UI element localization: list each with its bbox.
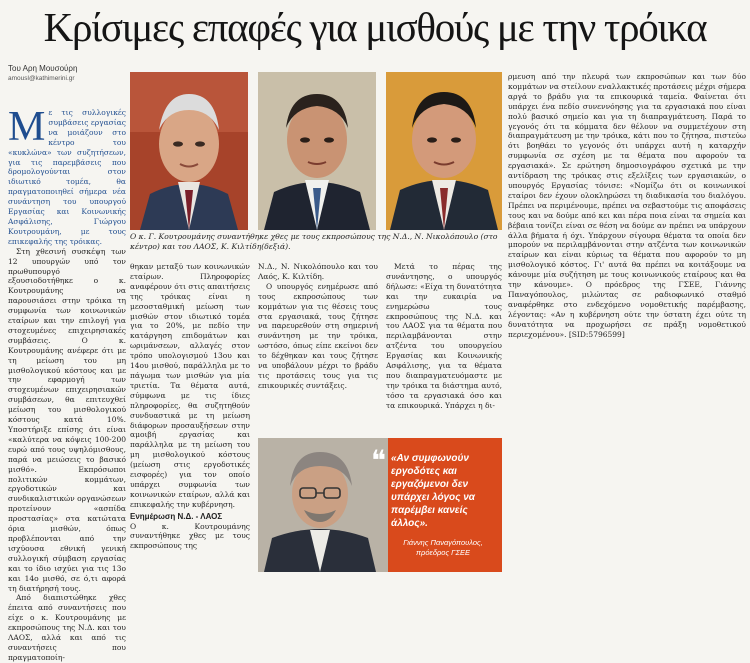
- article-column-3: [258, 262, 378, 434]
- article-paragraph: Ο υπουργός ενημέρωσε από τους εκπροσώπους των κομμάτων για τις θέσεις τους στα εργασιακά, τους ζήτησε να παρευρεθούν στη σημερινή συνάντηση με την τρόικα, ωστόσο, όπως είπε εκείνοι δεν το δέχθηκαν και τους ζήτησε να υποβάλουν μέχρι το βράδυ τις προτάσεις τους για τις επικουρικές συντάξεις.: [258, 281, 378, 390]
- dropcap-letter: Μ: [8, 104, 46, 150]
- photo-panagopoulos: [258, 438, 388, 572]
- pull-quote-attribution: Γιάννης Παναγόπουλος, πρόεδρος ΓΣΕΕ: [403, 538, 483, 557]
- quote-mark-icon: ❝: [371, 446, 387, 477]
- article-column-2: [130, 262, 250, 574]
- article-column-1: [8, 104, 127, 662]
- article-paragraph: ρμευση από την πλευρά των εκπροσώπων και των δύο κομμάτων να στείλουν εναλλακτικές προτάσεις μέχρι σήμερα αργά το βράδυ για τα επικουρικά ταμεία. Φαίνεται ότι υπάρχει ένα πεδίο συνεννόησης για τα εργασιακά που είναι πολύ βασικό σημείο και για τη διαπραγμάτευση. Παρά το γεγονός ότι τα κόμματα δεν θέλουν να συμμετέχουν στη διαπραγμάτευση με την τρόικα, κάτι που το ζήτησα, πιστεύω ότι βοηθάει το γεγονός ότι υπάρχει αυτή η καταρχήν συμφωνία σε σχέση με τα θέματα που αφορούν τα εργασιακά». Σε ερώτηση δημοσιογράφου σχετικά με την αντίδραση της τρόικας στις εξελίξεις των εργασιακών, ο υπουργός Εργασίας τόνισε: «Νομίζω ότι οι κοινωνικοί εταίροι δεν έχουν ολοκληρώσει τη διαδικασία του διαλόγου. Πρέπει να περιμένουμε, πρέπει να σεβαστούμε τις αποφάσεις τους και να δούμε από κει και πέρα ποια είναι τα σημεία και βέβαια τονίζει είναι σε θέση να δούμε αν πρέπει να υπάρχουν άλλα βήματα ή όχι. Υπάρχουν σίγουρα θέματα τα οποία δεν μπορούν να περιλαμβάνονται στην ατζέντα των κοινωνικών εταίρων και είναι κύριως τα θέματα που αφορούν το μη μισθολογικό κόστος. Γι' αυτά θα πρέπει να κοιτάξουμε να κάνουμε μία συζήτηση με τους κοινωνικούς εταίρους και θα την κάνουμε». Ο πρόεδρος της ΓΣΕΕ, Γιάννης Παναγόπουλος, μιλώντας σε ραδιοφωνικό σταθμό αναφέρθηκε στο ενδεχόμενο νομοθετικής παρέμβασης, λέγοντας: «Αν η κυβέρνηση ούτε την ύστατη έχει ούτε τη δυνατότητα να προχωρήσει σε πράξη νομοθετικού περιεχομένου». [SID:5796599]: [508, 72, 746, 339]
- article-column-5-inner: [508, 72, 746, 574]
- article-lede: ε τις συλλογικές συμβάσεις εργασίας να μοιάζουν στο κέντρο του «κυκλώνα» των συζητήσεων, για τις παρεμβάσεις που δρομολογούνται στον ιδιωτικό τομέα, θα πραγματοποιηθεί σήμερα νέα συνάντηση του υπουργού Εργασίας και Κοινωνικής Ασφάλισης, Γιώργου Κουτρουμάνη, με τους επικεφαλής της τρόικας.: [8, 108, 127, 246]
- article-paragraph: Στη χθεσινή συσκέψη των 12 υπουργών υπό τον πρωθυπουργό εξουσιοδοτήθηκε ο κ. Κουτρουμάνης να παρουσιάσει στην τρόικα τη συμφωνία των κοινωνικών εταίρων και την επιλογή για στοχευμένες επιχειρησιακές συμβάσεις. Ο κ. Κουτρουμάνης ανέφερε ότι με τη μείωση του μη μισθολογικού κόστους και με την εφαρμογή των στοχευμένων επιχειρησιακών συμβάσεων, θα επιτευχθεί μείωση του μισθολογικού κόστους κατά 10%. Υποστήριξε επίσης ότι είναι «καλύτερα να κόψεις 100-200 ευρώ από τους υψηλόμισθους, παρά να μειώσεις το βασικό μισθό». Εκπρόσωποι πολιτικών κομμάτων, εργοδοτικών και συνδικαλιστικών οργανώσεων προτείνουν «ασπίδα προστασίας» στα κατώτατα όρια μισθών, όπως προβλέπονται από την ισχύουσα εθνική γενική συλλογική σύμβαση εργασίας και το ίδιο ισχύει για τις 13ο και 14ο μισθό, σε ό,τι αφορά τη διατήρησή τους.: [8, 246, 126, 593]
- byline: [8, 64, 77, 84]
- section-subhead: Ενημέρωση Ν.Δ. - ΛΑΟΣ: [130, 511, 223, 521]
- article-paragraph: Μετά το πέρας της συνάντησης, ο υπουργός δήλωσε: «Είχα τη δυνατότητα και την ευκαιρία να ενημερώσω τους εκπροσώπους της Ν.Δ. και του ΛΑΟΣ για τα θέματα που περιλαμβάνονται στην ατζέντα του υπουργείου Εργασίας και Κοινωνικής Ασφάλισης, για τα θέματα που διαπραγματευόμαστε με την τρόικα τα διάστημα αυτό, τόσο τα εργασιακά όσο και τα επικουρικά. Υπάρχει η δι-: [386, 262, 502, 410]
- photo-kiltidis: [386, 72, 502, 230]
- photo-caption: Ο κ. Γ. Κουτρουμάνης συναντήθηκε χθες με τους εκπροσώπους της Ν.Δ., Ν. Νικολόπουλο (στο κέντρο) και του ΛΑΟΣ, Κ. Κιλτίδη(δεξιά).: [130, 232, 498, 251]
- pull-quote-text: «Αν συμφωνούν εργοδότες και εργαζόμενοι δεν υπάρχει λόγος να παρέμβει κανείς άλλος».: [391, 453, 476, 529]
- byline-email: amousl@kathimerini.gr: [8, 75, 75, 82]
- photo-nikolopoulos: [258, 72, 376, 230]
- article-paragraph: θηκαν μεταξύ των κοινωνικών εταίρων. Πληροφορίες αναφέρουν ότι στις απαιτήσεις της τρόικας είναι η μεσοσταθμική μείωση των μισθών στον ιδιωτικό τομέα για το 20%, με πεδίο την κατάργηση επιδομάτων και ωριμάνσεων, αλλαγές στον τρόπο υπολογισμού 13ου και 14ου μισθού, παράλληλα με το πάγωμα των μισθών για μία τριετία. Τα θέματα αυτά, σύμφωνα με τις ίδιες πληροφορίες, θα συζητηθούν συνδυαστικά με τη μείωση διάφορων προσαυξήσεων στην αμοιβή εργασίας και παράλληλα με τη μείωση του μη μισθολογικού κόστους (μείωση στις εργοδοτικές εισφορές) για τον οποίο υπάρχει συμφωνία των κοινωνικών εταίρων, αλλά και επικεφαλής την κυβέρνηση.: [130, 262, 250, 509]
- pull-quote-box: [258, 438, 502, 572]
- article-paragraph: Από διαπιστώθηκε χθες έπειτα από συναντήσεις που είχε ο κ. Κουτρουμάνης με εκπροσώπους της Ν.Δ. και του ΛΑΟΣ, αλλά και από τις συναντήσεις που πραγματοποίη-: [8, 593, 126, 662]
- headline: Κρίσιμες επαφές για μισθούς με την τρόικα: [43, 4, 707, 50]
- article-column-5: [508, 72, 746, 574]
- article-paragraph: Ν.Δ., Ν. Νικολόπουλο και του Λαός, Κ. Κιλτίδη.: [258, 262, 378, 281]
- byline-author: Του Αρη Μουσούρη: [8, 64, 78, 73]
- photo-koutroumanis: [130, 72, 248, 230]
- article-column-4: [386, 262, 502, 434]
- article-paragraph: Ο κ. Κουτρουμάνης συναντήθηκε χθες με τους εκπροσώπους της: [130, 521, 250, 551]
